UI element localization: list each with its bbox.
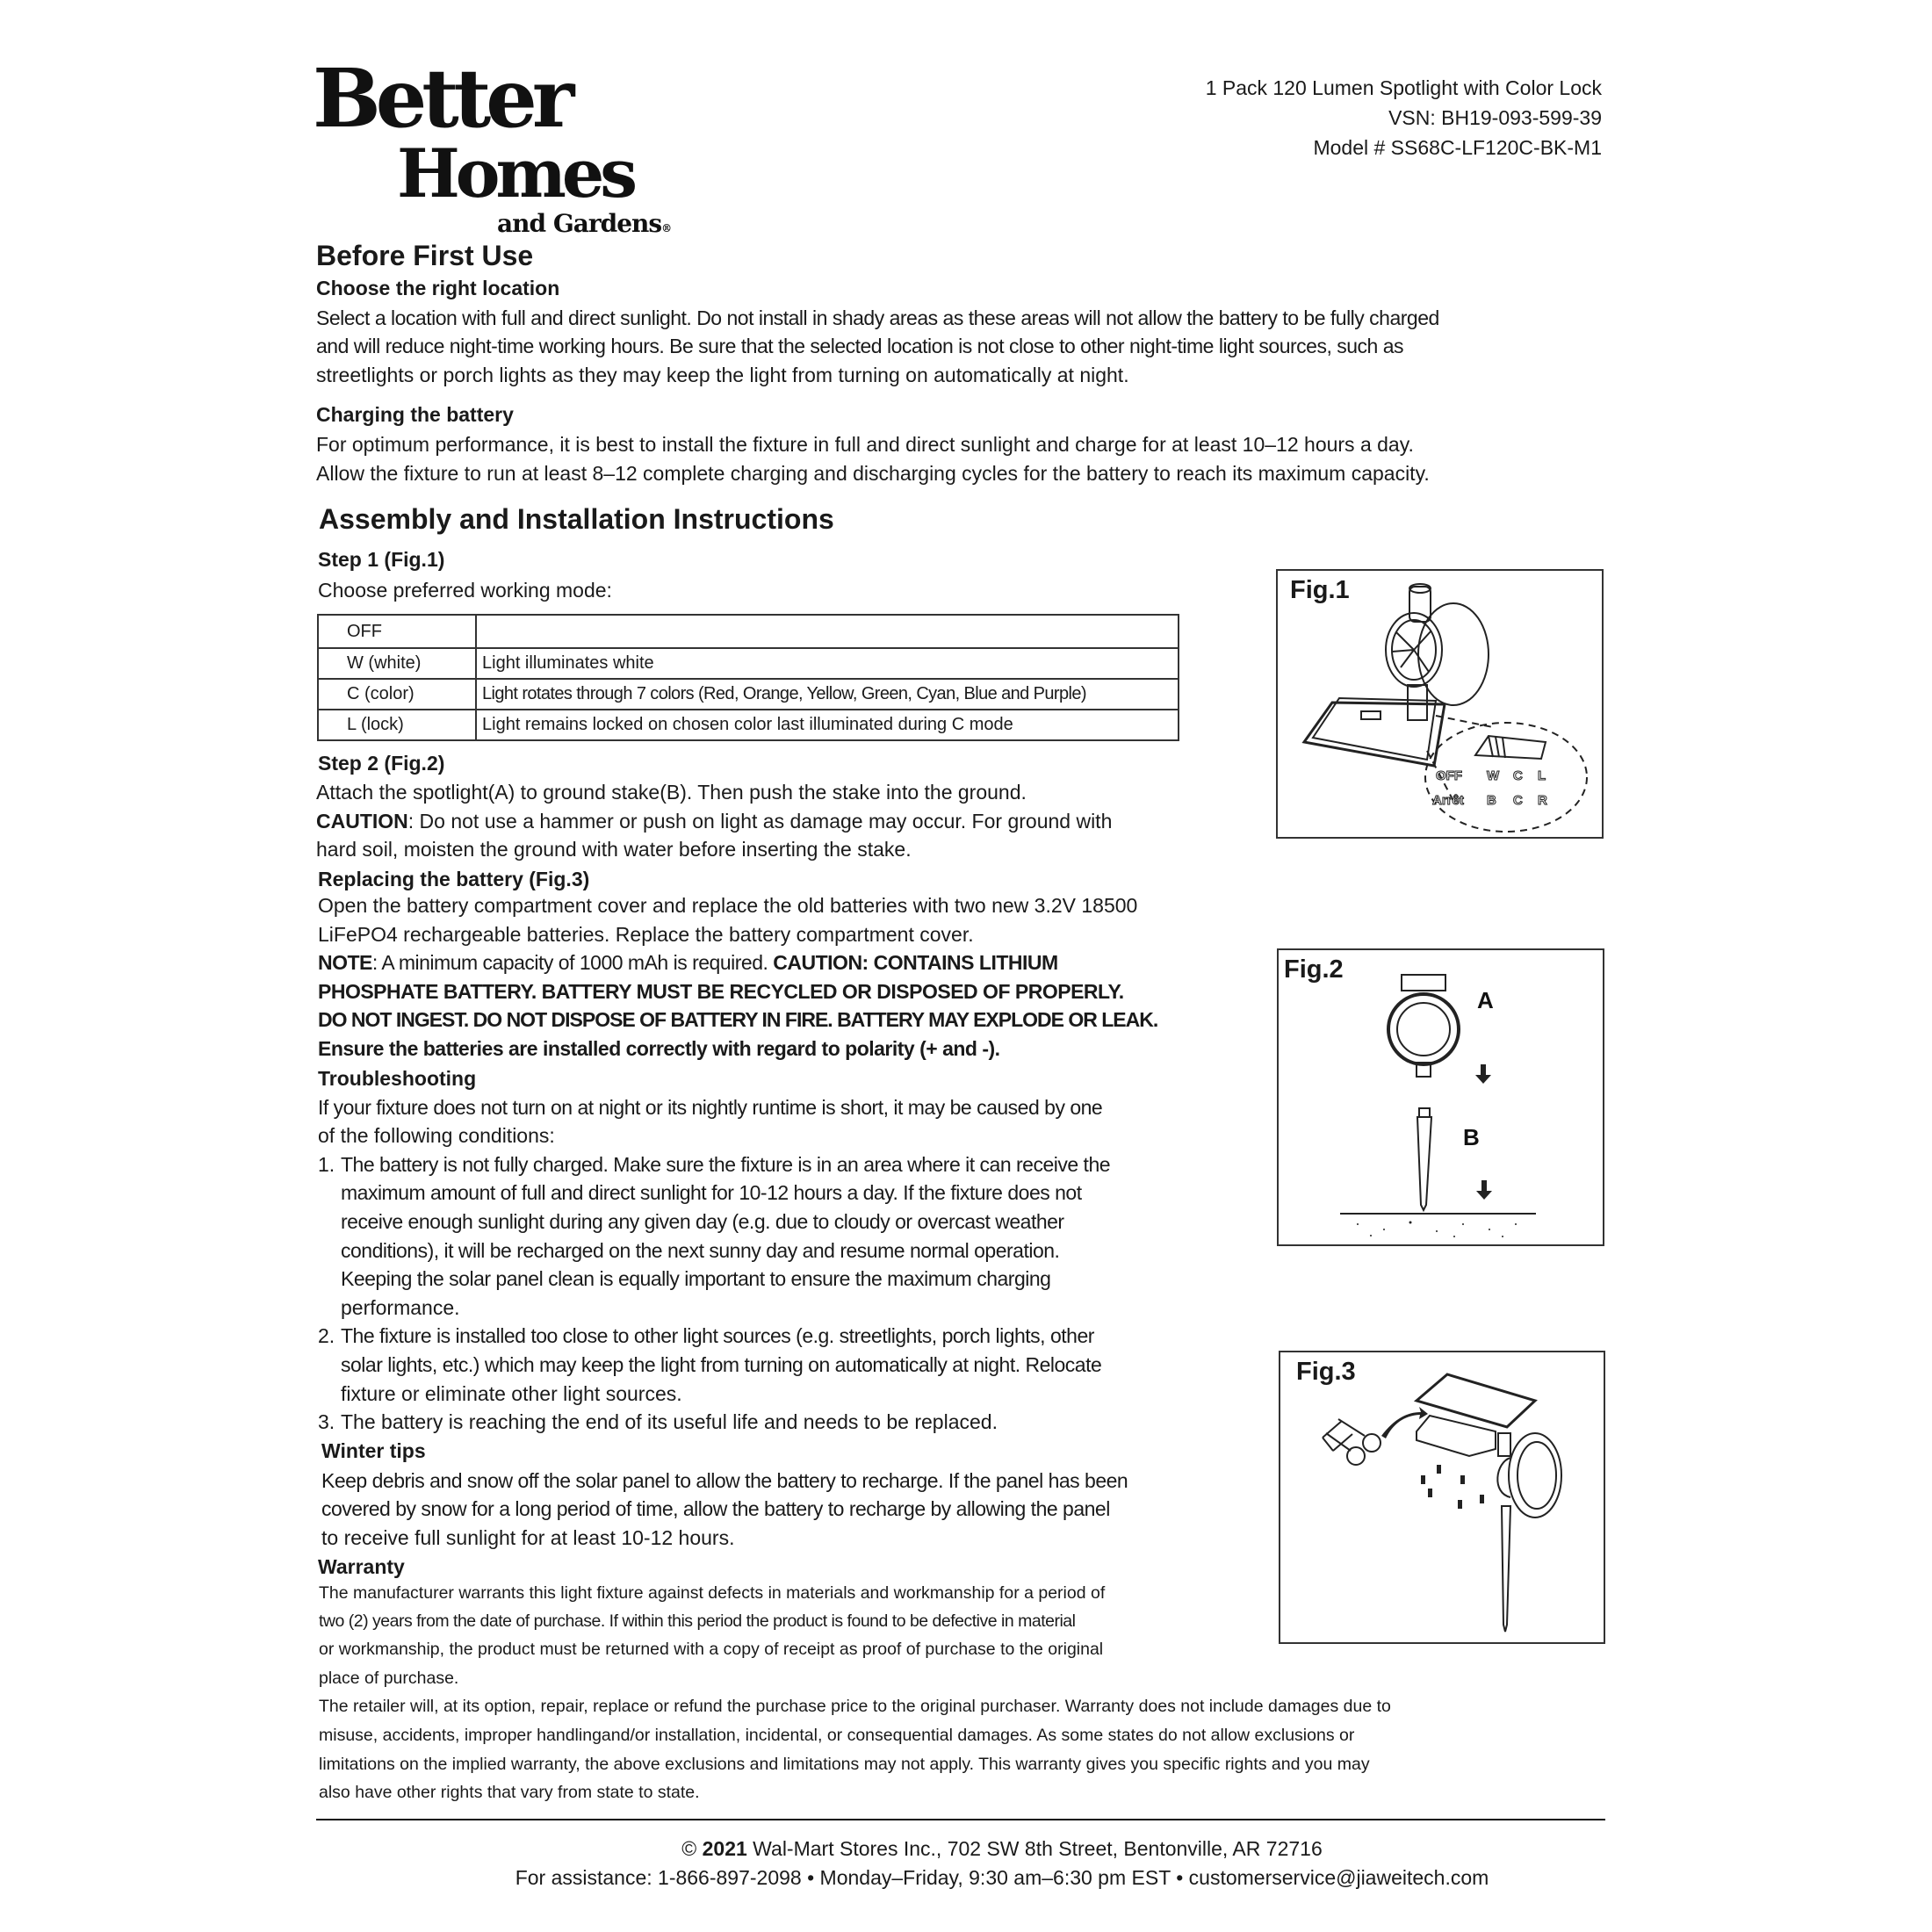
warranty-line: limitations on the implied warranty, the above exclusions and limitations may not apply. This warranty gives you specific rights and you may [319, 1755, 1370, 1774]
switch-label-r: R [1538, 793, 1547, 808]
company-address: Wal-Mart Stores Inc., 702 SW 8th Street, Bentonville, AR 72716 [746, 1837, 1323, 1860]
list-number: 3. [318, 1410, 335, 1433]
mode-desc-cell: Light remains locked on chosen color last illuminated during C mode [476, 710, 1179, 740]
paragraph-line: to receive full sunlight for at least 10-12 hours. [321, 1526, 735, 1549]
winter-tips-title: Winter tips [321, 1439, 426, 1462]
warranty-line: also have other rights that vary from state to state. [319, 1783, 700, 1802]
mode-desc-cell: Light rotates through 7 colors (Red, Orange, Yellow, Green, Cyan, Blue and Purple) [476, 679, 1179, 710]
mode-desc-cell [476, 615, 1179, 648]
list-item-line: receive enough sunlight during any given day (e.g. due to cloudy or overcast weather [341, 1210, 1064, 1233]
paragraph-line: LiFePO4 rechargeable batteries. Replace the battery compartment cover. [318, 923, 974, 946]
switch-label-b: B [1487, 793, 1496, 808]
list-item-line: The battery is reaching the end of its useful life and needs to be replaced. [341, 1410, 998, 1433]
paragraph-line: Select a location with full and direct sunlight. Do not install in shady areas as these areas will not allow the battery to be fully charged [316, 306, 1439, 329]
spotlight-mode-switch-illustration [1278, 571, 1602, 837]
paragraph-line: of the following conditions: [318, 1124, 555, 1147]
step1-title: Step 1 (Fig.1) [318, 548, 445, 571]
paragraph-line: Open the battery compartment cover and replace the old batteries with two new 3.2V 18500 [318, 894, 1138, 917]
paragraph-line: Allow the fixture to run at least 8–12 complete charging and discharging cycles for the battery to reach its maximum capacity. [316, 462, 1430, 485]
warranty-line: two (2) years from the date of purchase. If within this period the product is found to be defective in material [319, 1611, 1076, 1631]
list-item-line: fixture or eliminate other light sources. [341, 1382, 682, 1405]
paragraph-line: and will reduce night-time working hours. Be sure that the selected location is not close to other night-time light sources, such as [316, 335, 1404, 357]
mode-cell: W (white) [318, 648, 476, 679]
registered-mark: ® [661, 222, 672, 234]
list-item-line: conditions), it will be recharged on the next sunny day and resume normal operation. [341, 1239, 1060, 1262]
model-number: Model # SS68C-LF120C-BK-M1 [1313, 136, 1602, 159]
logo-homes: Homes [397, 134, 634, 213]
part-a-label: A [1477, 987, 1494, 1013]
figure-1 [1276, 569, 1604, 839]
table-row [318, 648, 1179, 679]
paragraph-line: Keep debris and snow off the solar panel to allow the battery to recharge. If the panel has been [321, 1469, 1128, 1492]
paragraph-line: If your fixture does not turn on at night or its nightly runtime is short, it may be caused by one [318, 1096, 1103, 1119]
note-text: : A minimum capacity of 1000 mAh is required. [371, 951, 774, 974]
footer-divider [316, 1819, 1605, 1820]
part-b-label: B [1463, 1124, 1480, 1150]
warranty-line: or workmanship, the product must be returned with a copy of receipt as proof of purchase to the original [319, 1640, 1104, 1659]
switch-label-c: C [1513, 768, 1523, 783]
caution-label: CAUTION [316, 810, 408, 833]
paragraph-line: For optimum performance, it is best to install the fixture in full and direct sunlight and charge for at least 10–12 hours a day. [316, 433, 1414, 456]
list-item-line: maximum amount of full and direct sunlight for 10-12 hours a day. If the fixture does not [341, 1181, 1082, 1204]
switch-label-arret: Arrêt [1432, 793, 1464, 808]
troubleshooting-title: Troubleshooting [318, 1067, 477, 1090]
paragraph-line: hard soil, moisten the ground with water before inserting the stake. [316, 838, 912, 861]
note-caution: CAUTION: CONTAINS LITHIUM [773, 951, 1058, 974]
section-title-before-first-use: Before First Use [316, 240, 534, 271]
warning-line: PHOSPHATE BATTERY. BATTERY MUST BE RECYCLED OR DISPOSED OF PROPERLY. [318, 980, 1124, 1003]
vsn: VSN: BH19-093-599-39 [1388, 106, 1602, 129]
subheading-charging: Charging the battery [316, 403, 514, 426]
replace-battery-title: Replacing the battery (Fig.3) [318, 868, 590, 890]
section-title-assembly: Assembly and Installation Instructions [319, 503, 834, 535]
list-item-line: The fixture is installed too close to other light sources (e.g. streetlights, porch lights, other [341, 1324, 1094, 1347]
warranty-line: misuse, accidents, improper handlingand/or installation, incidental, or consequential damages. As some states do not allow exclusions or [319, 1726, 1355, 1745]
warranty-line: The manufacturer warrants this light fixture against defects in materials and workmanship for a period of [319, 1583, 1106, 1603]
note-line [318, 949, 1058, 976]
figure-label: Fig.3 [1296, 1358, 1356, 1386]
warranty-title: Warranty [318, 1555, 405, 1578]
warning-line: DO NOT INGEST. DO NOT DISPOSE OF BATTERY IN FIRE. BATTERY MAY EXPLODE OR LEAK. [318, 1008, 1158, 1031]
logo-and-gardens [497, 211, 671, 237]
warning-line: Ensure the batteries are installed correctly with regard to polarity (+ and -). [318, 1037, 1000, 1060]
battery-replacement-illustration [1280, 1352, 1604, 1642]
figure-2 [1277, 948, 1604, 1246]
warranty-line: place of purchase. [319, 1669, 459, 1688]
list-number: 1. [318, 1153, 335, 1176]
switch-label-c2: C [1513, 793, 1523, 808]
paragraph-line: covered by snow for a long period of time, allow the battery to recharge by allowing the panel [321, 1497, 1110, 1520]
list-item-line: solar lights, etc.) which may keep the light from turning on automatically at night. Relocate [341, 1353, 1102, 1376]
mode-cell: C (color) [318, 679, 476, 710]
mode-cell: L (lock) [318, 710, 476, 740]
logo-better: Better [313, 51, 570, 146]
assistance-line: For assistance: 1-866-897-2098 • Monday–Friday, 9:30 am–6:30 pm EST • customerservice@jiaweitech.com [515, 1866, 1489, 1889]
copyright-line [0, 1835, 1932, 1862]
step2-title: Step 2 (Fig.2) [318, 752, 445, 775]
switch-label-w: W [1487, 768, 1500, 783]
subheading-location: Choose the right location [316, 277, 560, 299]
note-label: NOTE [318, 951, 372, 974]
mode-desc-cell: Light illuminates white [476, 648, 1179, 679]
list-item-line: The battery is not fully charged. Make sure the fixture is in an area where it can receive the [341, 1153, 1111, 1176]
table-row [318, 615, 1179, 648]
product-name: 1 Pack 120 Lumen Spotlight with Color Lock [1205, 76, 1602, 99]
copyright-symbol: © [681, 1837, 697, 1860]
paragraph-line: Attach the spotlight(A) to ground stake(B). Then push the stake into the ground. [316, 781, 1027, 804]
figure-3 [1279, 1351, 1605, 1644]
mode-cell: OFF [318, 615, 476, 648]
switch-label-l: L [1538, 768, 1546, 783]
warranty-line: The retailer will, at its option, repair, replace or refund the purchase price to the original purchaser. Warranty does not include damages due to [319, 1697, 1391, 1716]
copyright-year: 2021 [702, 1837, 747, 1860]
table-row [318, 679, 1179, 710]
logo-and-gardens-text: and Gardens [497, 209, 662, 238]
working-mode-table [317, 614, 1179, 741]
list-item-line: performance. [341, 1296, 460, 1319]
caution-text: : Do not use a hammer or push on light as damage may occur. For ground with [407, 810, 1113, 833]
figure-label: Fig.2 [1284, 955, 1344, 984]
stake-assembly-illustration [1279, 950, 1603, 1244]
switch-label-off: OFF [1436, 768, 1462, 783]
step1-text: Choose preferred working mode: [318, 579, 612, 602]
paragraph-line: streetlights or porch lights as they may keep the light from turning on automatically at night. [316, 364, 1129, 386]
figure-label: Fig.1 [1290, 576, 1350, 604]
caution-line [316, 808, 1112, 834]
table-row [318, 710, 1179, 740]
list-number: 2. [318, 1324, 335, 1347]
list-item-line: Keeping the solar panel clean is equally important to ensure the maximum charging [341, 1267, 1051, 1290]
